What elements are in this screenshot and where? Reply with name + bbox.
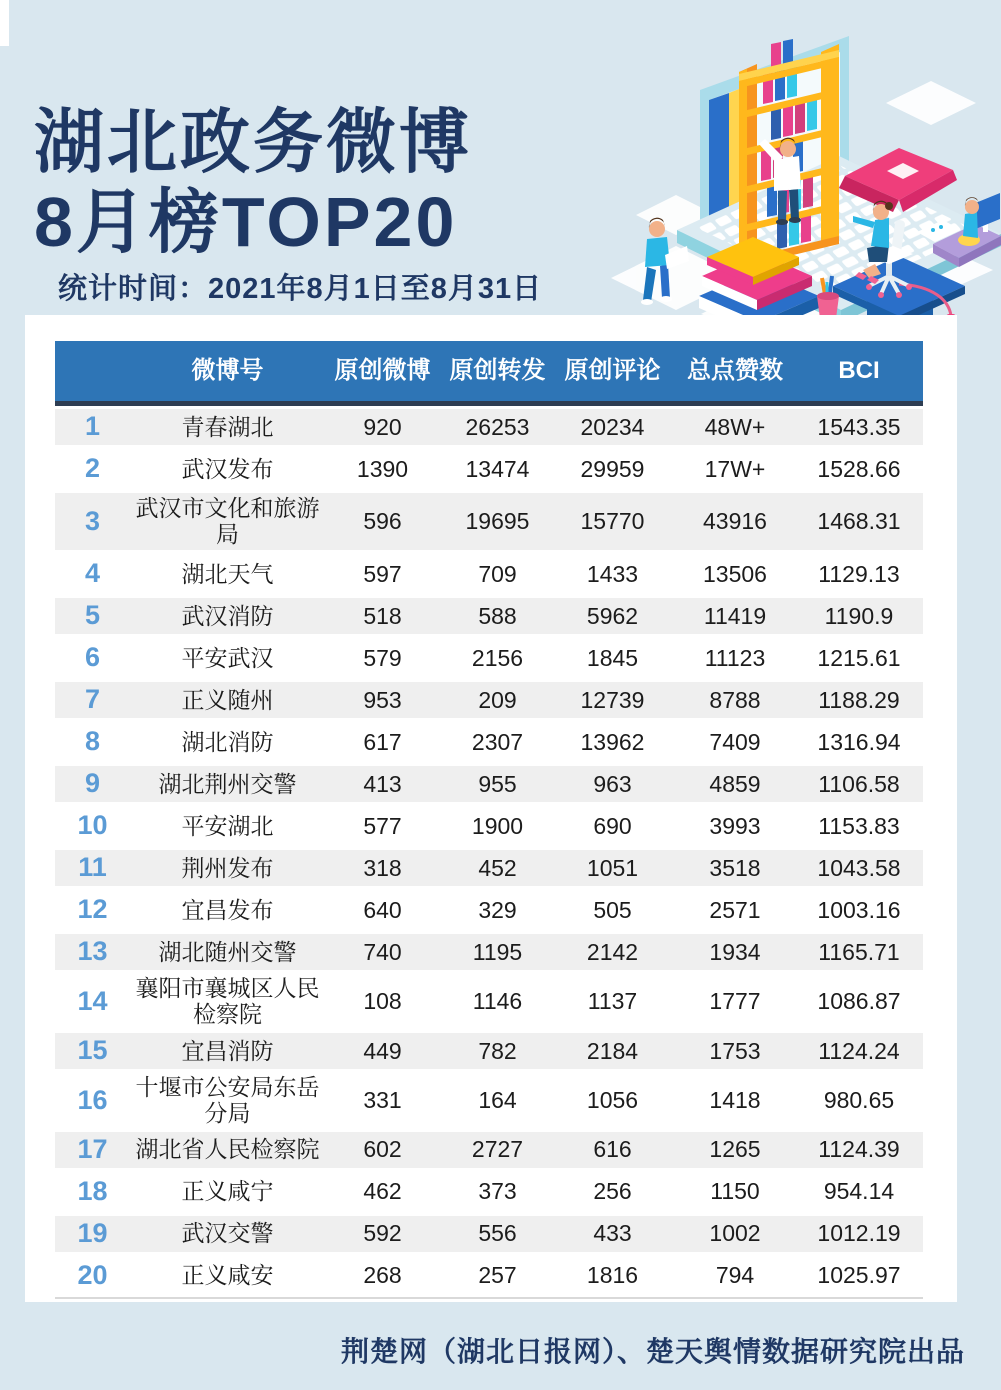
original-posts-cell: 268 <box>363 1262 402 1289</box>
original-comments-cell: 1056 <box>586 1086 639 1113</box>
original-comments-cell: 2184 <box>586 1037 639 1064</box>
original-reposts-cell: 373 <box>478 1178 517 1205</box>
account-name-cell: 正义咸宁 <box>181 1178 274 1205</box>
bci-cell: 1043.58 <box>817 854 901 881</box>
bci-cell: 1003.16 <box>817 896 901 923</box>
original-posts-cell: 318 <box>363 854 402 881</box>
account-name-cell: 正义咸安 <box>181 1262 274 1289</box>
rank-cell: 18 <box>77 1176 108 1207</box>
table-panel <box>25 315 957 1302</box>
table-row <box>55 1030 923 1072</box>
original-posts-cell: 617 <box>363 728 402 755</box>
original-comments-cell: 15770 <box>580 508 645 535</box>
original-reposts-cell: 782 <box>478 1037 517 1064</box>
original-posts-cell: 449 <box>363 1037 402 1064</box>
original-comments-cell: 616 <box>593 1136 632 1163</box>
original-comments-cell: 1433 <box>586 560 639 587</box>
account-name-cell: 武汉发布 <box>181 455 274 482</box>
original-posts-cell: 602 <box>363 1136 402 1163</box>
rank-cell: 12 <box>77 894 108 925</box>
rank-cell: 7 <box>84 684 101 715</box>
rank-cell: 4 <box>84 558 101 589</box>
original-comments-cell: 1845 <box>586 644 639 671</box>
rank-cell: 2 <box>84 453 101 484</box>
original-comments-cell: 1051 <box>586 854 639 881</box>
original-reposts-cell: 329 <box>478 896 517 923</box>
total-likes-cell: 4859 <box>709 770 761 797</box>
original-reposts-cell: 556 <box>478 1220 517 1247</box>
header-reposts: 原创转发 <box>449 357 546 385</box>
total-likes-cell: 43916 <box>703 508 767 535</box>
account-name-cell: 十堰市公安局东岳分局 <box>135 1073 320 1127</box>
table-row <box>55 1255 923 1297</box>
rank-cell: 17 <box>77 1134 108 1165</box>
original-posts-cell: 597 <box>363 560 402 587</box>
table-row <box>55 595 923 637</box>
original-reposts-cell: 19695 <box>465 508 530 535</box>
header-posts: 原创微博 <box>334 357 431 385</box>
bci-cell: 1124.24 <box>818 1037 900 1064</box>
account-name-cell: 湖北随州交警 <box>158 938 297 965</box>
bci-cell: 1165.71 <box>818 938 900 965</box>
rank-cell: 5 <box>84 600 101 631</box>
original-comments-cell: 505 <box>593 896 632 923</box>
account-name-cell: 武汉交警 <box>181 1220 274 1247</box>
bci-cell: 1025.97 <box>817 1262 901 1289</box>
original-reposts-cell: 709 <box>478 560 517 587</box>
total-likes-cell: 1265 <box>709 1136 761 1163</box>
table-rows <box>55 406 923 1299</box>
account-name-cell: 青春湖北 <box>181 413 274 440</box>
original-reposts-cell: 257 <box>478 1262 517 1289</box>
bci-cell: 980.65 <box>823 1086 895 1113</box>
rank-cell: 3 <box>84 505 101 536</box>
original-reposts-cell: 26253 <box>465 413 530 440</box>
stats-period: 统计时间：2021年8月1日至8月31日 <box>58 273 543 305</box>
original-comments-cell: 1816 <box>586 1262 639 1289</box>
total-likes-cell: 7409 <box>709 728 761 755</box>
rank-cell: 16 <box>77 1084 108 1115</box>
library-illustration <box>581 8 1001 338</box>
original-posts-cell: 518 <box>363 602 402 629</box>
original-reposts-cell: 13474 <box>465 455 530 482</box>
rank-cell: 14 <box>77 985 108 1016</box>
rank-cell: 9 <box>84 768 101 799</box>
original-comments-cell: 29959 <box>580 455 645 482</box>
table-row <box>55 448 923 490</box>
original-comments-cell: 5962 <box>586 602 639 629</box>
account-name-cell: 荆州发布 <box>181 854 274 881</box>
table-header-row <box>55 341 923 406</box>
original-reposts-cell: 2727 <box>471 1136 524 1163</box>
table-row <box>55 637 923 679</box>
credit-line: 荆楚网（湖北日报网）、楚天舆情数据研究院出品 <box>340 1336 965 1367</box>
original-comments-cell: 13962 <box>580 728 645 755</box>
original-reposts-cell: 1146 <box>472 988 523 1015</box>
account-name-cell: 平安湖北 <box>181 812 274 839</box>
bci-cell: 1468.31 <box>817 508 901 535</box>
account-name-cell: 湖北荆州交警 <box>158 770 297 797</box>
table-row <box>55 553 923 595</box>
account-name-cell: 正义随州 <box>181 686 274 713</box>
original-comments-cell: 12739 <box>580 686 645 713</box>
header-name: 微博号 <box>191 357 264 385</box>
original-posts-cell: 577 <box>363 812 402 839</box>
total-likes-cell: 2571 <box>709 896 761 923</box>
original-posts-cell: 579 <box>363 644 402 671</box>
rank-cell: 10 <box>77 810 108 841</box>
bci-cell: 1124.39 <box>818 1136 900 1163</box>
bci-cell: 1215.61 <box>817 644 901 671</box>
table-row <box>55 1171 923 1213</box>
original-posts-cell: 331 <box>363 1086 402 1113</box>
table-row <box>55 973 923 1030</box>
original-reposts-cell: 1900 <box>471 812 524 839</box>
total-likes-cell: 11123 <box>704 644 766 671</box>
ranking-table <box>55 341 923 1299</box>
original-comments-cell: 1137 <box>587 988 638 1015</box>
bci-cell: 1528.66 <box>817 455 901 482</box>
total-likes-cell: 17W+ <box>704 455 766 482</box>
total-likes-cell: 1753 <box>709 1037 761 1064</box>
header-comments: 原创评论 <box>564 357 661 385</box>
original-comments-cell: 433 <box>593 1220 632 1247</box>
bci-cell: 1153.83 <box>818 812 900 839</box>
original-posts-cell: 413 <box>363 770 402 797</box>
account-name-cell: 宜昌发布 <box>181 896 274 923</box>
rank-cell: 8 <box>84 726 101 757</box>
account-name-cell: 湖北消防 <box>181 728 274 755</box>
original-reposts-cell: 2156 <box>471 644 524 671</box>
corner-sliver <box>0 0 9 46</box>
table-row <box>55 847 923 889</box>
rank-cell: 1 <box>84 411 101 442</box>
rank-cell: 19 <box>77 1218 108 1249</box>
original-reposts-cell: 955 <box>478 770 517 797</box>
original-posts-cell: 920 <box>363 413 402 440</box>
table-row <box>55 721 923 763</box>
bci-cell: 1190.9 <box>824 602 894 629</box>
original-reposts-cell: 209 <box>478 686 517 713</box>
rank-cell: 13 <box>77 936 108 967</box>
bci-cell: 1106.58 <box>818 770 900 797</box>
table-row <box>55 931 923 973</box>
total-likes-cell: 1002 <box>709 1220 761 1247</box>
total-likes-cell: 48W+ <box>704 413 766 440</box>
bci-cell: 1543.35 <box>817 413 901 440</box>
bci-cell: 1086.87 <box>817 988 901 1015</box>
table-row <box>55 889 923 931</box>
original-posts-cell: 953 <box>363 686 402 713</box>
original-reposts-cell: 588 <box>478 602 517 629</box>
original-posts-cell: 108 <box>363 988 402 1015</box>
header-likes: 总点赞数 <box>687 357 783 385</box>
rank-cell: 20 <box>77 1260 108 1291</box>
account-name-cell: 襄阳市襄城区人民检察院 <box>135 974 320 1028</box>
table-row <box>55 1072 923 1129</box>
account-name-cell: 平安武汉 <box>181 644 274 671</box>
bci-cell: 1012.19 <box>817 1220 901 1247</box>
original-posts-cell: 740 <box>363 938 402 965</box>
total-likes-cell: 13506 <box>703 560 767 587</box>
page-title-line2: 8月榜TOP20 <box>34 182 458 261</box>
original-posts-cell: 1390 <box>356 455 409 482</box>
rank-cell: 6 <box>84 642 101 673</box>
rank-cell: 11 <box>78 852 107 883</box>
table-row <box>55 805 923 847</box>
table-row <box>55 763 923 805</box>
account-name-cell: 湖北省人民检察院 <box>135 1136 320 1163</box>
original-reposts-cell: 1195 <box>472 938 523 965</box>
rank-cell: 15 <box>77 1035 108 1066</box>
bci-cell: 1188.29 <box>818 686 900 713</box>
total-likes-cell: 3518 <box>709 854 761 881</box>
total-likes-cell: 1150 <box>710 1178 760 1205</box>
total-likes-cell: 3993 <box>709 812 761 839</box>
original-reposts-cell: 164 <box>478 1086 517 1113</box>
account-name-cell: 武汉消防 <box>181 602 274 629</box>
bci-cell: 954.14 <box>823 1178 895 1205</box>
account-name-cell: 武汉市文化和旅游局 <box>135 495 320 548</box>
account-name-cell: 湖北天气 <box>181 560 274 587</box>
table-row <box>55 406 923 448</box>
original-comments-cell: 20234 <box>580 413 645 440</box>
total-likes-cell: 1777 <box>709 988 761 1015</box>
original-comments-cell: 963 <box>593 770 632 797</box>
original-posts-cell: 462 <box>363 1178 402 1205</box>
total-likes-cell: 11419 <box>703 602 767 629</box>
page-title-line1: 湖北政务微博 <box>34 102 472 181</box>
table-row <box>55 490 923 553</box>
original-posts-cell: 596 <box>363 508 402 535</box>
table-row <box>55 1213 923 1255</box>
original-comments-cell: 256 <box>593 1178 632 1205</box>
total-likes-cell: 8788 <box>709 686 761 713</box>
page-title <box>34 103 472 263</box>
original-reposts-cell: 452 <box>478 854 517 881</box>
original-comments-cell: 690 <box>593 812 632 839</box>
original-comments-cell: 2142 <box>586 938 639 965</box>
original-reposts-cell: 2307 <box>471 728 524 755</box>
original-posts-cell: 640 <box>363 896 402 923</box>
account-name-cell: 宜昌消防 <box>181 1037 274 1064</box>
bci-cell: 1129.13 <box>818 560 900 587</box>
table-row <box>55 679 923 721</box>
table-row <box>55 1129 923 1171</box>
original-posts-cell: 592 <box>363 1220 402 1247</box>
total-likes-cell: 1934 <box>709 938 761 965</box>
total-likes-cell: 794 <box>715 1262 755 1289</box>
header-bci: BCI <box>838 357 880 385</box>
bci-cell: 1316.94 <box>817 728 901 755</box>
total-likes-cell: 1418 <box>709 1086 761 1113</box>
